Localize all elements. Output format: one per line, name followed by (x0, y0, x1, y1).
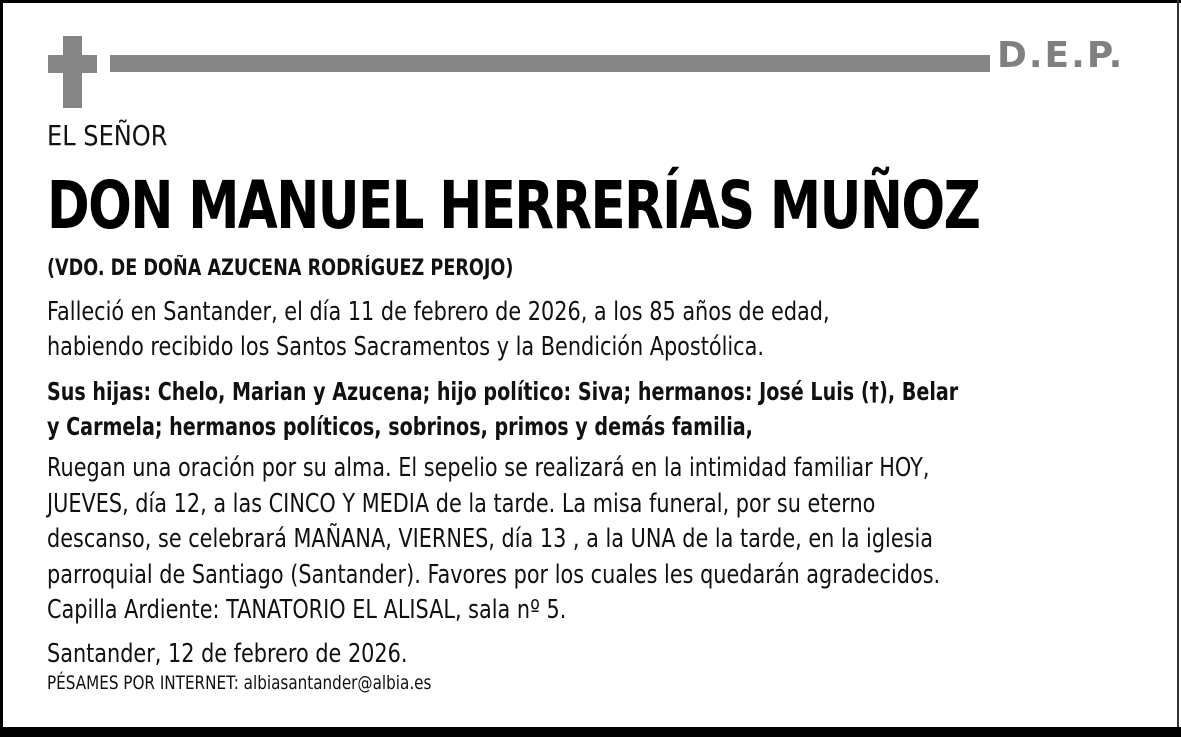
ceremony-line: Capilla Ardiente: TANATORIO EL ALISAL, sala nº 5. (47, 595, 567, 625)
dep-label: D.E.P. (997, 35, 1125, 76)
widower-of: (VDO. DE DOÑA AZUCENA RODRÍGUEZ PEROJO) (47, 256, 514, 281)
title-prefix: EL SEÑOR (47, 119, 168, 152)
frame-border-right (1177, 0, 1179, 737)
header-rule (110, 55, 990, 72)
family-line: Sus hijas: Chelo, Marian y Azucena; hijo político: Siva; hermanos: José Luis (†), Belar (47, 377, 959, 406)
ceremony-line: JUEVES, día 12, a las CINCO Y MEDIA de la tarde. La misa funeral, por su eterno (47, 488, 876, 519)
condolences-label: PÉSAMES POR INTERNET: (47, 672, 239, 694)
deceased-name: DON MANUEL HERRERÍAS MUÑOZ (47, 167, 980, 244)
death-info (47, 295, 830, 365)
cross-icon-horizontal (48, 55, 97, 73)
ceremony-line: Ruegan una oración por su alma. El sepelio se realizará en la intimidad familiar HOY, (47, 453, 930, 483)
ceremony-details (47, 451, 940, 629)
ceremony-line: descanso, se celebrará MAÑANA, VIERNES, día 13 , a la UNA de la tarde, en la iglesia (47, 524, 933, 554)
family-line: y Carmela; hermanos políticos, sobrinos, primos y demás familia, (47, 412, 753, 441)
condolences (47, 670, 431, 696)
frame-border-bottom (0, 727, 1181, 737)
ceremony-line: parroquial de Santiago (Santander). Favores por los cuales les quedarán agradecidos. (47, 559, 941, 590)
condolences-email[interactable]: albiasantander@albia.es (243, 672, 432, 694)
family-list (47, 374, 958, 444)
death-info-line: habiendo recibido los Santos Sacramentos y la Bendición Apostólica. (47, 332, 764, 362)
frame-border-top (0, 0, 1181, 3)
frame-border-left (0, 0, 3, 737)
death-info-line: Falleció en Santander, el día 11 de febrero de 2026, a los 85 años de edad, (47, 297, 830, 327)
dateline: Santander, 12 de febrero de 2026. (47, 639, 408, 669)
